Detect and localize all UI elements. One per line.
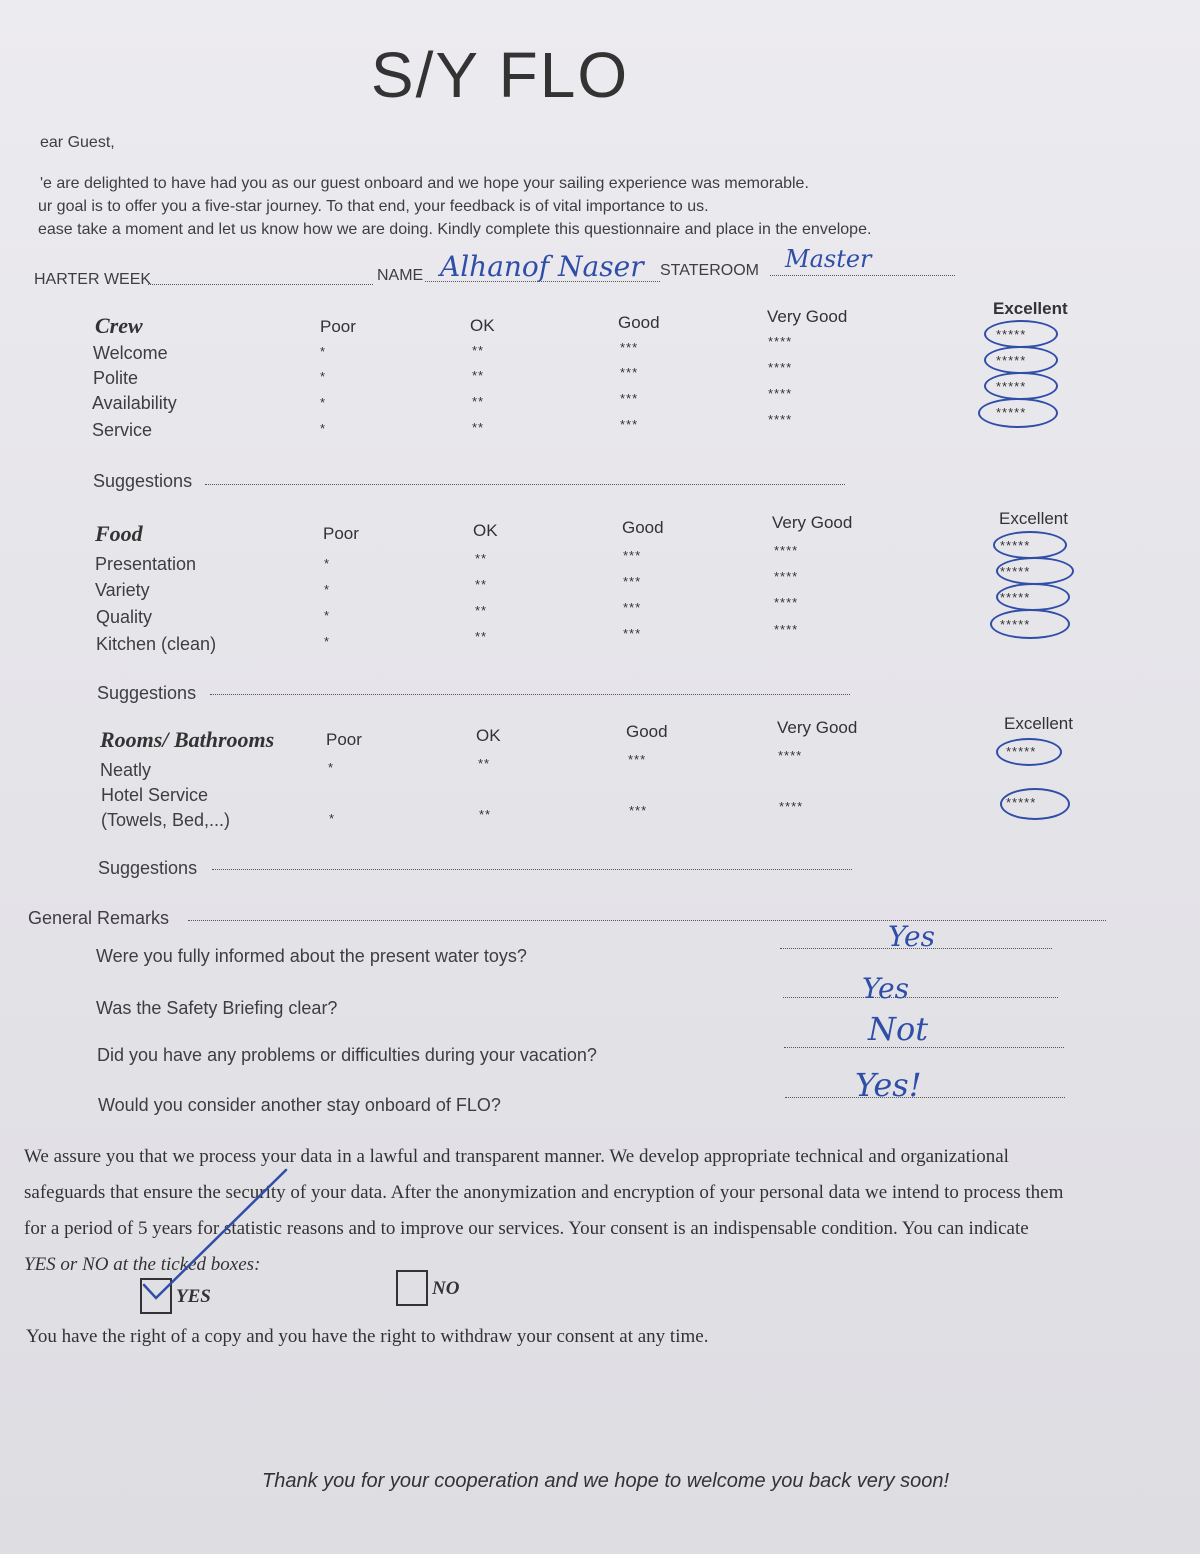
crew-suggestions-label: Suggestions xyxy=(93,471,193,491)
food-header-good: Good xyxy=(622,518,664,537)
crew-availability-poor[interactable]: * xyxy=(320,395,327,410)
rooms-neatly-poor[interactable]: * xyxy=(328,760,335,775)
food-quality-good[interactable]: *** xyxy=(623,600,642,615)
food-presentation-ok[interactable]: ** xyxy=(475,551,488,566)
food-item-kitchen: Kitchen (clean) xyxy=(96,634,217,654)
food-variety-very-good[interactable]: **** xyxy=(774,569,799,584)
crew-item-welcome: Welcome xyxy=(93,343,168,363)
check-mark-icon xyxy=(136,1160,296,1320)
question-problems: Did you have any problems or difficulties during your vacation? xyxy=(97,1045,597,1065)
rooms-header-poor: Poor xyxy=(326,730,362,749)
crew-welcome-excellent[interactable]: ***** xyxy=(996,327,1027,342)
crew-polite-good[interactable]: *** xyxy=(620,365,639,380)
rooms-section-title: Rooms/ Bathrooms xyxy=(100,727,275,752)
rooms-header-excellent: Excellent xyxy=(1004,714,1073,733)
answer-another-stay: Yes! xyxy=(855,1066,922,1104)
rooms-neatly-good[interactable]: *** xyxy=(628,752,647,767)
rooms-item-neatly: Neatly xyxy=(100,760,152,780)
food-header-poor: Poor xyxy=(323,524,359,543)
food-kitchen-excellent[interactable]: ***** xyxy=(1000,617,1031,632)
food-kitchen-poor[interactable]: * xyxy=(324,634,331,649)
consent-yes-label: YES xyxy=(176,1286,211,1307)
food-variety-poor[interactable]: * xyxy=(324,582,331,597)
rooms-neatly-very-good[interactable]: **** xyxy=(778,748,803,763)
rooms-neatly-excellent[interactable]: ***** xyxy=(1006,744,1037,759)
crew-polite-poor[interactable]: * xyxy=(320,369,327,384)
consent-no-checkbox[interactable] xyxy=(396,1270,428,1306)
crew-header-poor: Poor xyxy=(320,317,356,336)
crew-item-service: Service xyxy=(92,420,153,440)
crew-availability-ok[interactable]: ** xyxy=(472,394,485,409)
food-variety-excellent[interactable]: ***** xyxy=(1000,564,1031,579)
crew-service-circle-mark xyxy=(978,398,1058,428)
crew-availability-circle-mark xyxy=(984,372,1058,400)
name-label: NAME xyxy=(377,267,424,284)
answer-problems: Not xyxy=(868,1010,929,1048)
rooms-suggestions-field[interactable] xyxy=(212,869,852,870)
crew-welcome-circle-mark xyxy=(984,320,1058,348)
rooms-item-towels-bed: (Towels, Bed,...) xyxy=(101,810,231,830)
general-remarks-label: General Remarks xyxy=(28,908,170,928)
crew-service-good[interactable]: *** xyxy=(620,417,639,432)
rooms-neatly-circle-mark xyxy=(996,738,1062,766)
rooms-item-hotel-service: Hotel Service xyxy=(101,785,209,805)
food-quality-very-good[interactable]: **** xyxy=(774,595,799,610)
rooms-hotel-service-ok[interactable]: ** xyxy=(479,807,492,822)
charter-week-field[interactable] xyxy=(148,284,373,285)
food-variety-ok[interactable]: ** xyxy=(475,577,488,592)
rooms-header-ok: OK xyxy=(476,726,501,745)
food-variety-good[interactable]: *** xyxy=(623,574,642,589)
crew-service-excellent[interactable]: ***** xyxy=(996,405,1027,420)
food-item-quality: Quality xyxy=(96,607,153,627)
food-variety-circle-mark xyxy=(996,557,1074,585)
crew-section-title: Crew xyxy=(95,313,143,338)
crew-header-good: Good xyxy=(618,313,660,332)
crew-service-ok[interactable]: ** xyxy=(472,420,485,435)
consent-right-statement: You have the right of a copy and you have the right to withdraw your consent at any time. xyxy=(26,1326,709,1347)
letter-line-2: ur goal is to offer you a five-star journey. To that end, your feedback is of vital importance to us. xyxy=(38,198,709,215)
crew-availability-very-good[interactable]: **** xyxy=(768,386,793,401)
crew-item-polite: Polite xyxy=(93,368,139,388)
crew-suggestions-field[interactable] xyxy=(205,484,845,485)
crew-service-very-good[interactable]: **** xyxy=(768,412,793,427)
rooms-hotel-service-very-good[interactable]: **** xyxy=(779,799,804,814)
food-section-title: Food xyxy=(95,521,143,546)
crew-availability-good[interactable]: *** xyxy=(620,391,639,406)
rooms-neatly-ok[interactable]: ** xyxy=(478,756,491,771)
stateroom-handwritten: Master xyxy=(785,245,872,273)
food-presentation-excellent[interactable]: ***** xyxy=(1000,538,1031,553)
crew-polite-excellent[interactable]: ***** xyxy=(996,353,1027,368)
crew-service-poor[interactable]: * xyxy=(320,421,327,436)
letter-line-1: 'e are delighted to have had you as our guest onboard and we hope your sailing experience was memorable. xyxy=(40,175,809,192)
rooms-hotel-service-good[interactable]: *** xyxy=(629,803,648,818)
question-water-toys: Were you fully informed about the present water toys? xyxy=(96,946,527,966)
crew-welcome-good[interactable]: *** xyxy=(620,340,639,355)
crew-welcome-ok[interactable]: ** xyxy=(472,343,485,358)
answer-line-another-stay[interactable] xyxy=(785,1097,1065,1098)
food-suggestions-field[interactable] xyxy=(210,694,850,695)
crew-polite-very-good[interactable]: **** xyxy=(768,360,793,375)
food-header-ok: OK xyxy=(473,521,498,540)
food-kitchen-circle-mark xyxy=(990,609,1070,639)
stateroom-field[interactable] xyxy=(770,275,955,276)
food-kitchen-very-good[interactable]: **** xyxy=(774,622,799,637)
name-handwritten: Alhanof Naser xyxy=(440,250,644,283)
letter-line-3: ease take a moment and let us know how we are doing. Kindly complete this questionnaire and place in the envelope. xyxy=(38,221,872,238)
answer-line-safety-briefing[interactable] xyxy=(783,997,1058,998)
crew-polite-ok[interactable]: ** xyxy=(472,368,485,383)
stateroom-label: STATEROOM xyxy=(660,262,759,279)
charter-week-label: HARTER WEEK xyxy=(34,271,152,288)
crew-header-excellent: Excellent xyxy=(993,299,1068,318)
food-quality-excellent[interactable]: ***** xyxy=(1000,590,1031,605)
crew-item-availability: Availability xyxy=(92,393,177,413)
question-another-stay: Would you consider another stay onboard of FLO? xyxy=(98,1095,501,1115)
question-safety-briefing: Was the Safety Briefing clear? xyxy=(96,998,338,1018)
consent-no-label: NO xyxy=(432,1278,460,1299)
consent-line-4: YES or NO at the ticked boxes: xyxy=(24,1254,261,1275)
letter-greeting: ear Guest, xyxy=(40,134,115,151)
consent-line-2: safeguards that ensure the security of your data. After the anonymization and encryption of your personal data we intend to process them xyxy=(24,1182,1064,1203)
food-presentation-circle-mark xyxy=(993,531,1067,559)
food-presentation-good[interactable]: *** xyxy=(623,548,642,563)
crew-polite-circle-mark xyxy=(984,346,1058,374)
crew-welcome-very-good[interactable]: **** xyxy=(768,334,793,349)
rooms-suggestions-label: Suggestions xyxy=(98,858,198,878)
food-item-variety: Variety xyxy=(95,580,150,600)
crew-header-very-good: Very Good xyxy=(767,307,848,326)
consent-line-3: for a period of 5 years for statistic reasons and to improve our services. Your consent is an indispensable condition. You can indicate xyxy=(24,1218,1029,1239)
rooms-hotel-service-poor[interactable]: * xyxy=(329,811,336,826)
rooms-hotel-service-circle-mark xyxy=(1000,788,1070,820)
answer-water-toys: Yes xyxy=(888,920,935,953)
rooms-header-good: Good xyxy=(626,722,668,741)
food-suggestions-label: Suggestions xyxy=(97,683,197,703)
document-title: S/Y FLO xyxy=(370,39,630,111)
food-presentation-very-good[interactable]: **** xyxy=(774,543,799,558)
food-kitchen-good[interactable]: *** xyxy=(623,626,642,641)
consent-line-1: We assure you that we process your data in a lawful and transparent manner. We develop appropriate technical and organizational xyxy=(24,1146,1009,1167)
food-kitchen-ok[interactable]: ** xyxy=(475,629,488,644)
answer-safety-briefing: Yes xyxy=(862,972,909,1005)
food-item-presentation: Presentation xyxy=(95,554,197,574)
thank-you-note: Thank you for your cooperation and we hope to welcome you back very soon! xyxy=(262,1470,950,1492)
food-quality-ok[interactable]: ** xyxy=(475,603,488,618)
rooms-hotel-service-excellent[interactable]: ***** xyxy=(1006,795,1037,810)
food-header-excellent: Excellent xyxy=(999,509,1068,528)
food-header-very-good: Very Good xyxy=(772,513,853,532)
food-quality-circle-mark xyxy=(996,583,1070,611)
general-remarks-field[interactable] xyxy=(188,920,1106,921)
rooms-header-very-good: Very Good xyxy=(777,718,858,737)
crew-availability-excellent[interactable]: ***** xyxy=(996,379,1027,394)
food-presentation-poor[interactable]: * xyxy=(324,556,331,571)
crew-header-ok: OK xyxy=(470,316,495,335)
crew-welcome-poor[interactable]: * xyxy=(320,344,327,359)
food-quality-poor[interactable]: * xyxy=(324,608,331,623)
